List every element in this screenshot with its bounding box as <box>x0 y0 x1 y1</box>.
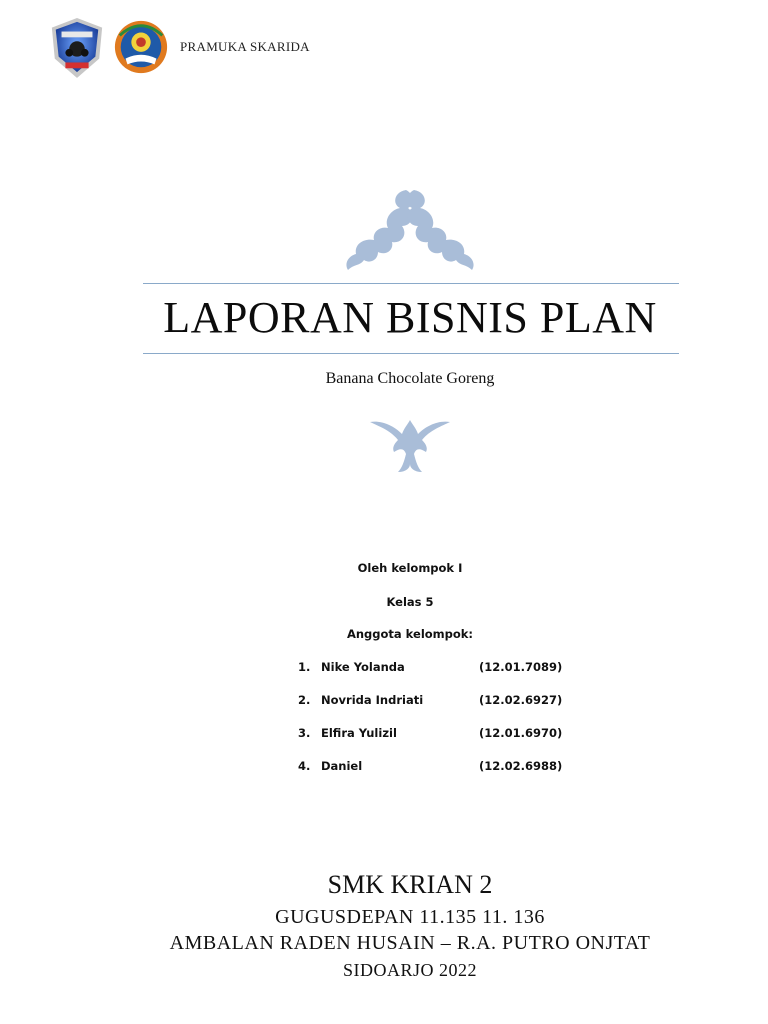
title-rule-bottom <box>143 353 679 354</box>
floral-ornament-middle <box>368 418 452 474</box>
org-name: PRAMUKA SKARIDA <box>180 39 310 54</box>
members-label: Anggota kelompok: <box>346 627 474 641</box>
document-subtitle: Banana Chocolate Goreng <box>325 370 495 387</box>
header <box>48 14 310 80</box>
member-name: Nike Yolanda <box>321 660 405 674</box>
member-id: (12.02.6927) <box>479 693 563 707</box>
member-name: Daniel <box>321 759 363 773</box>
list-item <box>298 660 618 693</box>
member-name: Novrida Indriati <box>321 693 424 707</box>
member-id: (12.02.6988) <box>479 759 563 773</box>
member-number: 4. <box>298 759 311 773</box>
scout-emblem-logo <box>48 15 106 79</box>
city-year-line: SIDOARJO 2022 <box>342 960 477 980</box>
school-emblem-logo <box>112 15 170 79</box>
title-rule-top <box>143 283 679 284</box>
gugusdepan-line: GUGUSDEPAN 11.135 11. 136 <box>275 906 545 928</box>
member-name: Elfira Yulizil <box>321 726 397 740</box>
school-name: SMK KRIAN 2 <box>327 870 493 899</box>
member-id: (12.01.7089) <box>479 660 563 674</box>
ambalan-line: AMBALAN RADEN HUSAIN – R.A. PUTRO ONJTAT <box>169 932 651 954</box>
list-item <box>298 693 618 726</box>
floral-ornament-top <box>334 186 486 272</box>
member-id: (12.01.6970) <box>479 726 563 740</box>
member-number: 2. <box>298 693 311 707</box>
list-item <box>298 726 618 759</box>
group-by: Oleh kelompok I <box>357 561 463 575</box>
document-title: LAPORAN BISNIS PLAN <box>163 293 657 342</box>
list-item <box>298 759 618 792</box>
members-list <box>298 660 618 792</box>
class-label: Kelas 5 <box>386 595 434 609</box>
member-number: 1. <box>298 660 311 674</box>
member-number: 3. <box>298 726 311 740</box>
